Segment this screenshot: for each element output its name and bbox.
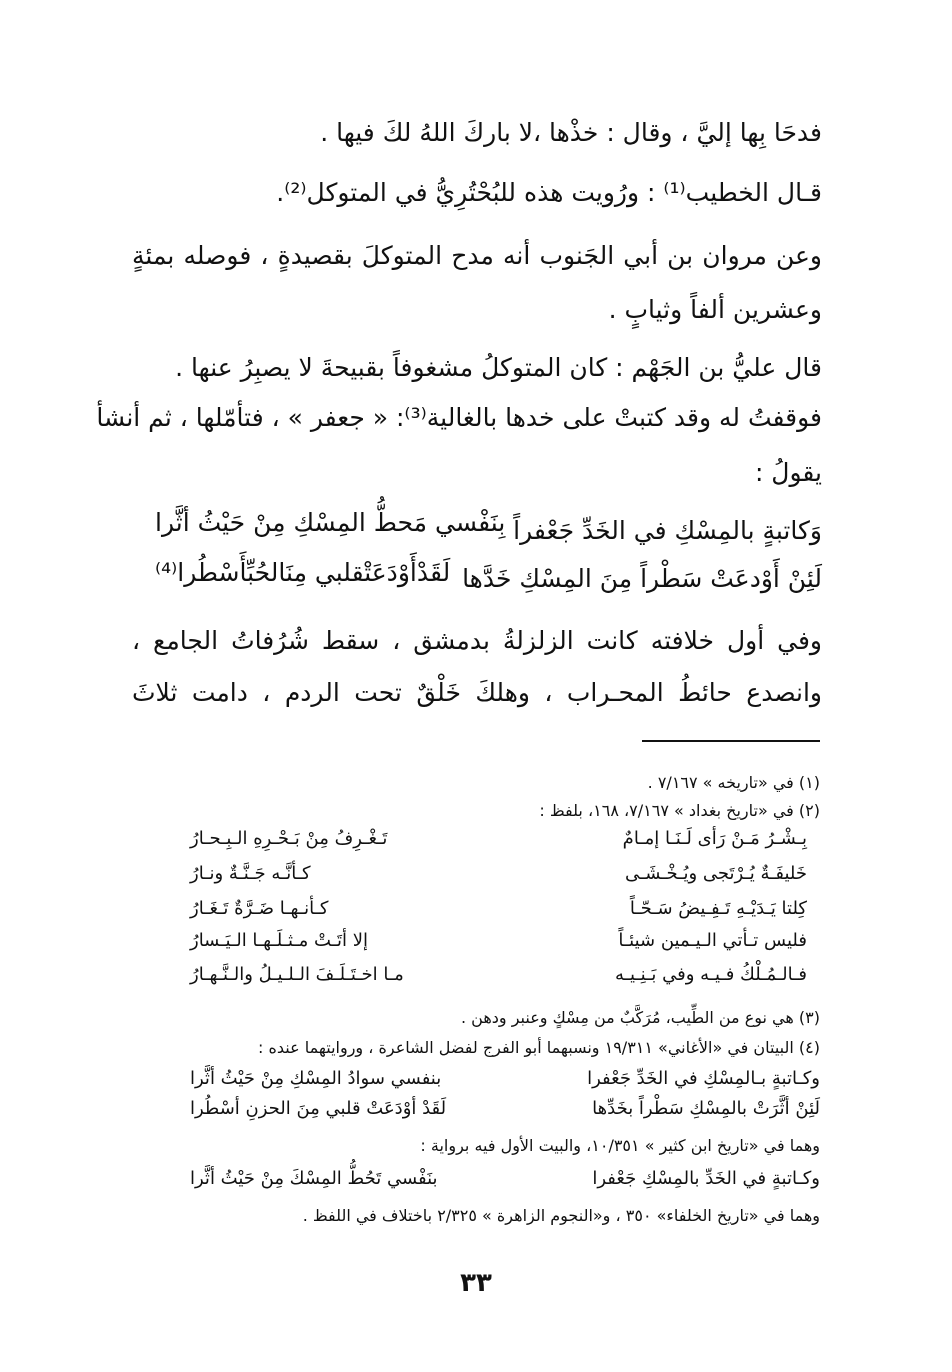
footnote-verse-first: فـالـمُـلْكُ فـيـه وفي بَـنِـيـه bbox=[615, 964, 807, 985]
footnote-verse-first: وكـاتبةٍ بـالمِسْكِ في الخَدِّ جَعْفرا bbox=[587, 1068, 820, 1089]
text-line: وعشرين ألفاً وثيابٍ . bbox=[608, 295, 822, 324]
footnote-verse-second: كـأنـهـا ضَـرَّةٌ تَـغَـارُ bbox=[190, 898, 329, 919]
footnote-4-end: وهما في «تاريخ الخلفاء» ٣٥٠ ، و«النجوم الزاهرة » ٢/٣٢٥ باختلاف في اللفظ . bbox=[302, 1206, 820, 1225]
footnote-4-continuation: وهما في «تاريخ ابن كثير » ١٠/٣٥١، والبيت الأول فيه برواية : bbox=[420, 1136, 820, 1155]
footnote-verse-second: بنَفْسي تَحُطُّ المِسْكَ مِنْ حَيْثُ أثَّرا bbox=[190, 1168, 438, 1189]
footnote-verse-first: فليس تـأتي الـيـمين شيئـاً bbox=[618, 930, 807, 951]
footnote-verse-second: تَـغْـرِفُ مِنْ بَـحْـرِهِ الـبِـحـارُ bbox=[190, 828, 388, 849]
text-line: فدحَا بِها إليَّ ، وقال : خذْها ،لا باركَ اللهُ لكَ فيها . bbox=[320, 118, 822, 147]
footnote-verse-first: بِـشْـرُ مَـنْ رَأى لَـنَـا إمـامٌ bbox=[622, 828, 807, 849]
footnote-verse-second: إلا أتَـتْ مـثـلَـهـا الـيَـسارُ bbox=[190, 930, 368, 951]
text-line: قـال الخطيب⁽¹⁾ : ورُويت هذه للبُحْتُرِيُّ في المتوكل⁽²⁾. bbox=[276, 178, 822, 207]
text-line: وفي أول خلافته كانت الزلزلةُ بدمشق ، سقط شُرُفاتُ الجامع ، bbox=[132, 626, 822, 655]
footnote-separator bbox=[642, 740, 820, 742]
verse-hemistich-first: لَئِنْ أَوْدعَتْ سَطْراً مِنَ المِسْكِ خَدَّها bbox=[462, 564, 822, 593]
text-line: قال عليُّ بن الجَهْم : كان المتوكلُ مشغوفاً بقبيحةَ لا يصبِرُ عنها . bbox=[175, 353, 822, 382]
page-number: ٣٣ bbox=[460, 1268, 492, 1298]
text-line: وانصدع حائطُ المحـراب ، وهلكَ خَلْقٌ تحت الردم ، دامت ثلاثَ bbox=[132, 678, 822, 707]
footnote-verse-second: بنفسي سوادُ المِسْكِ مِنْ حَيْثُ أثَّرا bbox=[190, 1068, 442, 1089]
footnote-2: (٢) في «تاريخ بغداد » ٧/١٦٧، ١٦٨، بلفظ : bbox=[539, 801, 820, 820]
footnote-verse-first: خَليفَـةٌ يُـرْتَجى ويُـخْـشَـى bbox=[624, 863, 807, 884]
footnote-verse-first: وكـاتبةٍ في الخَدِّ بالمِسْكِ جَعْفرا bbox=[592, 1168, 820, 1189]
verse-hemistich-first: وَكاتبةٍ بالمِسْكِ في الخَدِّ جَعْفراً bbox=[513, 516, 822, 545]
verse-hemistich-second: لَقَدْأَوْدَعَتْقلبي مِنَالحُبِّأَسْطُرا⁽⁴⁾ bbox=[155, 558, 451, 587]
footnote-verse-first: كِلتا يَـدَيْـهِ تَـفِـيضُ سَـحّـاً bbox=[629, 898, 807, 919]
footnote-4: (٤) البيتان في «الأغاني» ١٩/٣١١ ونسبهما أبو الفرج لفضل الشاعرة ، وروايتهما عنده : bbox=[258, 1038, 820, 1057]
footnote-verse-first: لَئِنْ أثَّرَتْ بالمِسْكِ سَطْراً بخَدِّها bbox=[592, 1098, 820, 1119]
text-line: فوقفتُ له وقد كتبتْ على خدها بالغالية⁽³⁾: « جعفر » ، فتأمّلها ، ثم أنشأ bbox=[96, 403, 822, 432]
text-line: وعن مروان بن أبي الجَنوب أنه مدح المتوكلَ بقصيدةٍ ، فوصله بمئةٍ bbox=[132, 241, 822, 270]
verse-hemistich-second: بِنَفْسي مَحطُّ المِسْكِ مِنْ حَيْثُ أثَّرا bbox=[155, 508, 506, 537]
footnote-1: (١) في «تاريخه » ٧/١٦٧ . bbox=[647, 773, 820, 792]
text-line: يقولُ : bbox=[754, 458, 822, 487]
footnote-3: (٣) هي نوع من الطِّيب، مُرَكَّبٌ من مِسْكٍ وعنبر ودهن . bbox=[461, 1008, 820, 1027]
footnote-verse-second: مـا اخـتَـلَـفَ الـلـيـلُ والـنَّـهـارُ bbox=[190, 964, 404, 985]
footnote-verse-second: لَقَدْ أوْدَعَتْ قلبي مِنَ الحزنِ أسْطُرا bbox=[190, 1098, 447, 1119]
footnote-verse-second: كـأنَّـه جَـنَّـةٌ ونـارُ bbox=[190, 863, 311, 884]
